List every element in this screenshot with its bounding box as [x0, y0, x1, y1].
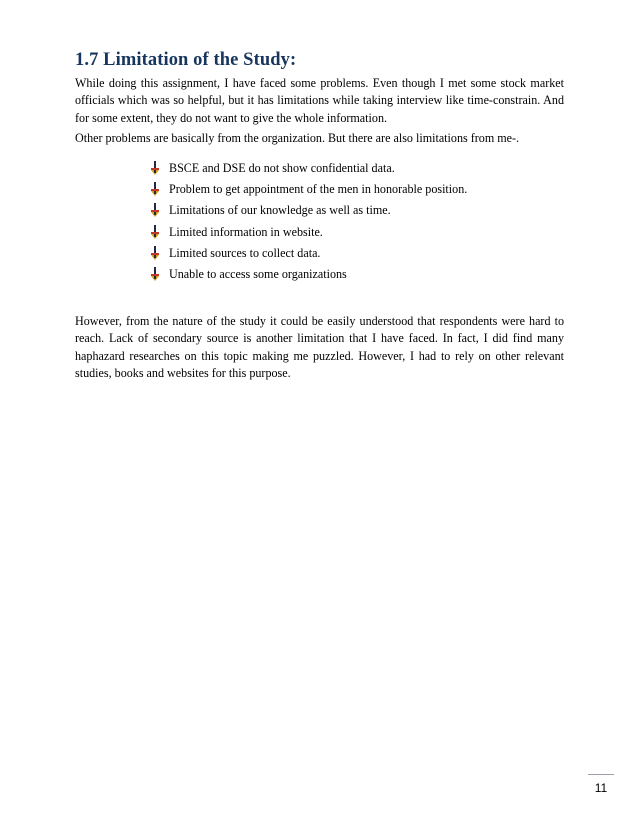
page-number: 11	[594, 781, 608, 795]
list-item-text: Limited information in website.	[169, 224, 323, 239]
list-item	[148, 202, 467, 223]
list-item	[148, 224, 467, 245]
arrow-down-bullet-icon	[148, 161, 162, 175]
list-item-text: Limited sources to collect data.	[169, 245, 321, 260]
arrow-down-bullet-icon	[148, 225, 162, 239]
limitations-list	[148, 160, 467, 287]
arrow-down-bullet-icon	[148, 267, 162, 281]
list-item-text: Limitations of our knowledge as well as time.	[169, 203, 391, 218]
list-item-text: BSCE and DSE do not show confidential data.	[169, 161, 395, 175]
list-item-text: Problem to get appointment of the men in honorable position.	[169, 182, 468, 197]
arrow-down-bullet-icon	[148, 182, 162, 196]
list-item-text: Unable to access some organizations	[169, 266, 347, 281]
list-item	[148, 160, 467, 181]
footer-divider	[588, 774, 614, 775]
paragraph-other-problems: Other problems are basically from the organization. But there are also limitations from me-.	[75, 131, 520, 145]
arrow-down-bullet-icon	[148, 203, 162, 217]
list-item	[148, 181, 467, 202]
list-item	[148, 245, 467, 266]
paragraph-intro: While doing this assignment, I have faced some problems. Even though I met some stock market officials which was so helpful, but it has limitations while taking interview like time-constrain. And for some extent, they do not want to give the whole information.	[75, 76, 564, 125]
arrow-down-bullet-icon	[148, 246, 162, 260]
section-heading: 1.7 Limitation of the Study:	[75, 50, 297, 70]
list-item	[148, 266, 467, 287]
paragraph-conclusion: However, from the nature of the study it could be easily understood that respondents were hard to reach. Lack of secondary source is another limitation that I have faced. In fact, I did find many haphazard researches on this topic making me puzzled. However, I had to rely on other relevant studies, books and websites for this purpose.	[75, 314, 564, 381]
